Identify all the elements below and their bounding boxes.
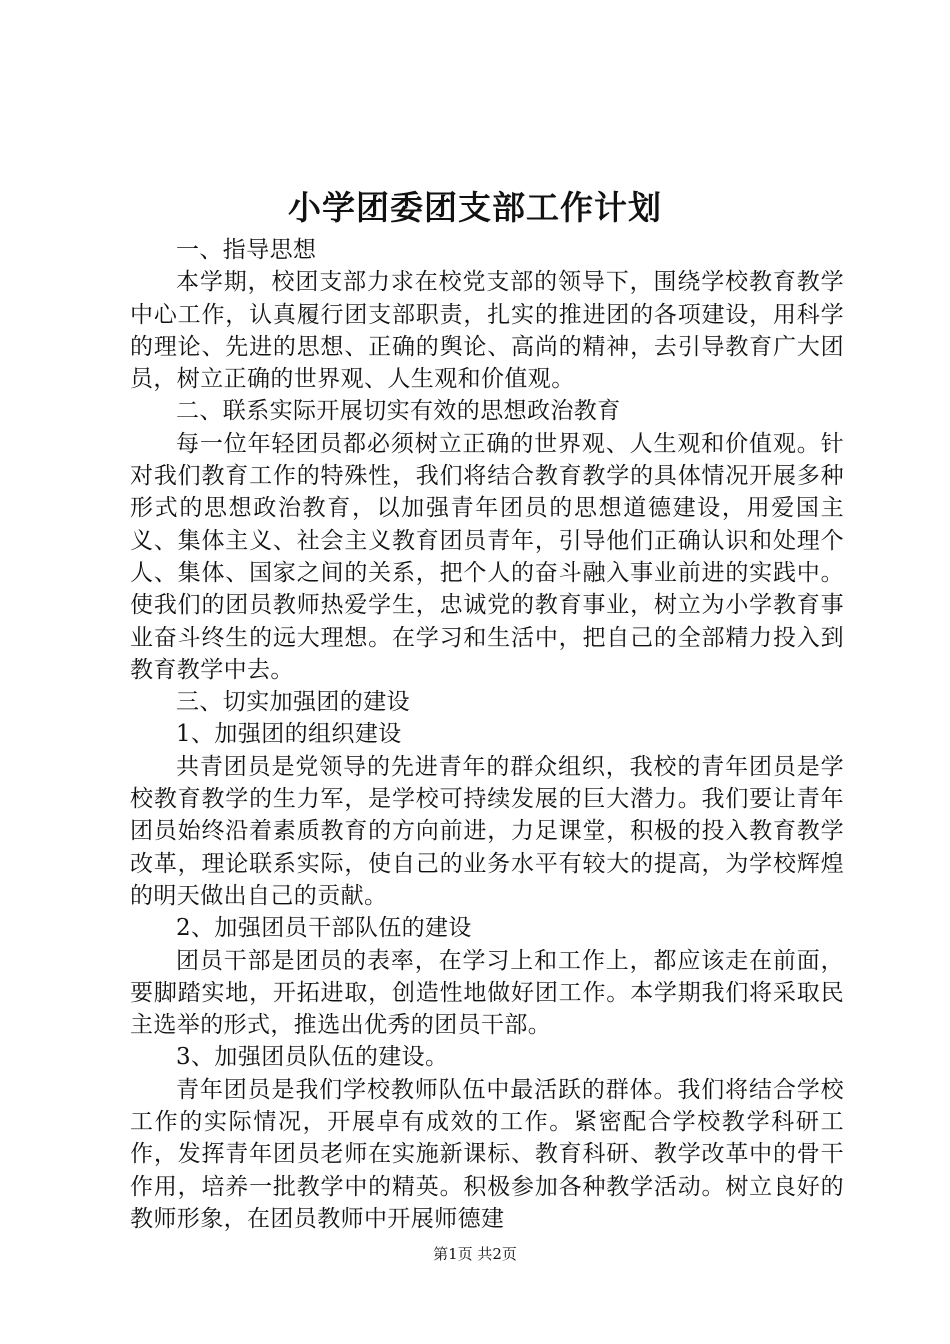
- section-heading-guiding-thought: 一、指导思想: [176, 237, 317, 263]
- subheading-cadre-building: 2、加强团员干部队伍的建设: [176, 915, 472, 942]
- subheading-organization-building: 1、加强团的组织建设: [176, 721, 402, 748]
- paragraph-guiding-thought: 本学期，校团支部力求在校党支部的领导下，围绕学校教育教学中心工作，认真履行团支部职责，扎实的推进团的各项建设，用科学的理论、先进的思想、正确的舆论、高尚的精神，去引导教育广大团员，树立正确的世界观、人生观和价值观。: [130, 269, 844, 393]
- document-title: 小学团委团支部工作计划: [288, 188, 662, 227]
- paragraph-cadre-building: 团员干部是团员的表率，在学习上和工作上，都应该走在前面，要脚踏实地，开拓进取，创造性地做好团工作。本学期我们将采取民主选举的形式，推选出优秀的团员干部。: [130, 947, 844, 1039]
- paragraph-organization-building: 共青团员是党领导的先进青年的群众组织，我校的青年团员是学校教育教学的生力军，是学校可持续发展的巨大潜力。我们要让青年团员始终沿着素质教育的方向前进，力足课堂，积极的投入教育教学改革，理论联系实际，使自己的业务水平有较大的提高，为学校辉煌的明天做出自己的贡献。: [130, 753, 844, 909]
- subheading-member-team-building: 3、加强团员队伍的建设。: [176, 1044, 449, 1071]
- section-heading-political-education: 二、联系实际开展切实有效的思想政治教育: [176, 398, 621, 425]
- paragraph-member-team-building: 青年团员是我们学校教师队伍中最活跃的群体。我们将结合学校工作的实际情况，开展卓有成效的工作。紧密配合学校教学科研工作，发挥青年团员老师在实施新课标、教育科研、教学改革中的骨干作用，培养一批教学中的精英。积极参加各种教学活动。树立良好的教师形象，在团员教师中开展师德建: [130, 1076, 844, 1232]
- paragraph-political-education: 每一位年轻团员都必须树立正确的世界观、人生观和价值观。针对我们教育工作的特殊性，我们将结合教育教学的具体情况开展多种形式的思想政治教育，以加强青年团员的思想道德建设，用爱国主义、集体主义、社会主义教育团员青年，引导他们正确认识和处理个人、集体、国家之间的关系，把个人的奋斗融入事业前进的实践中。使我们的团员教师热爱学生，忠诚党的教育事业，树立为小学教育事业奋斗终生的远大理想。在学习和生活中，把自己的全部精力投入到教育教学中去。: [130, 430, 844, 683]
- page-number-footer: 第1页 共2页: [433, 1245, 517, 1263]
- section-heading-league-building: 三、切实加强团的建设: [176, 689, 410, 716]
- document-body: [130, 234, 844, 1235]
